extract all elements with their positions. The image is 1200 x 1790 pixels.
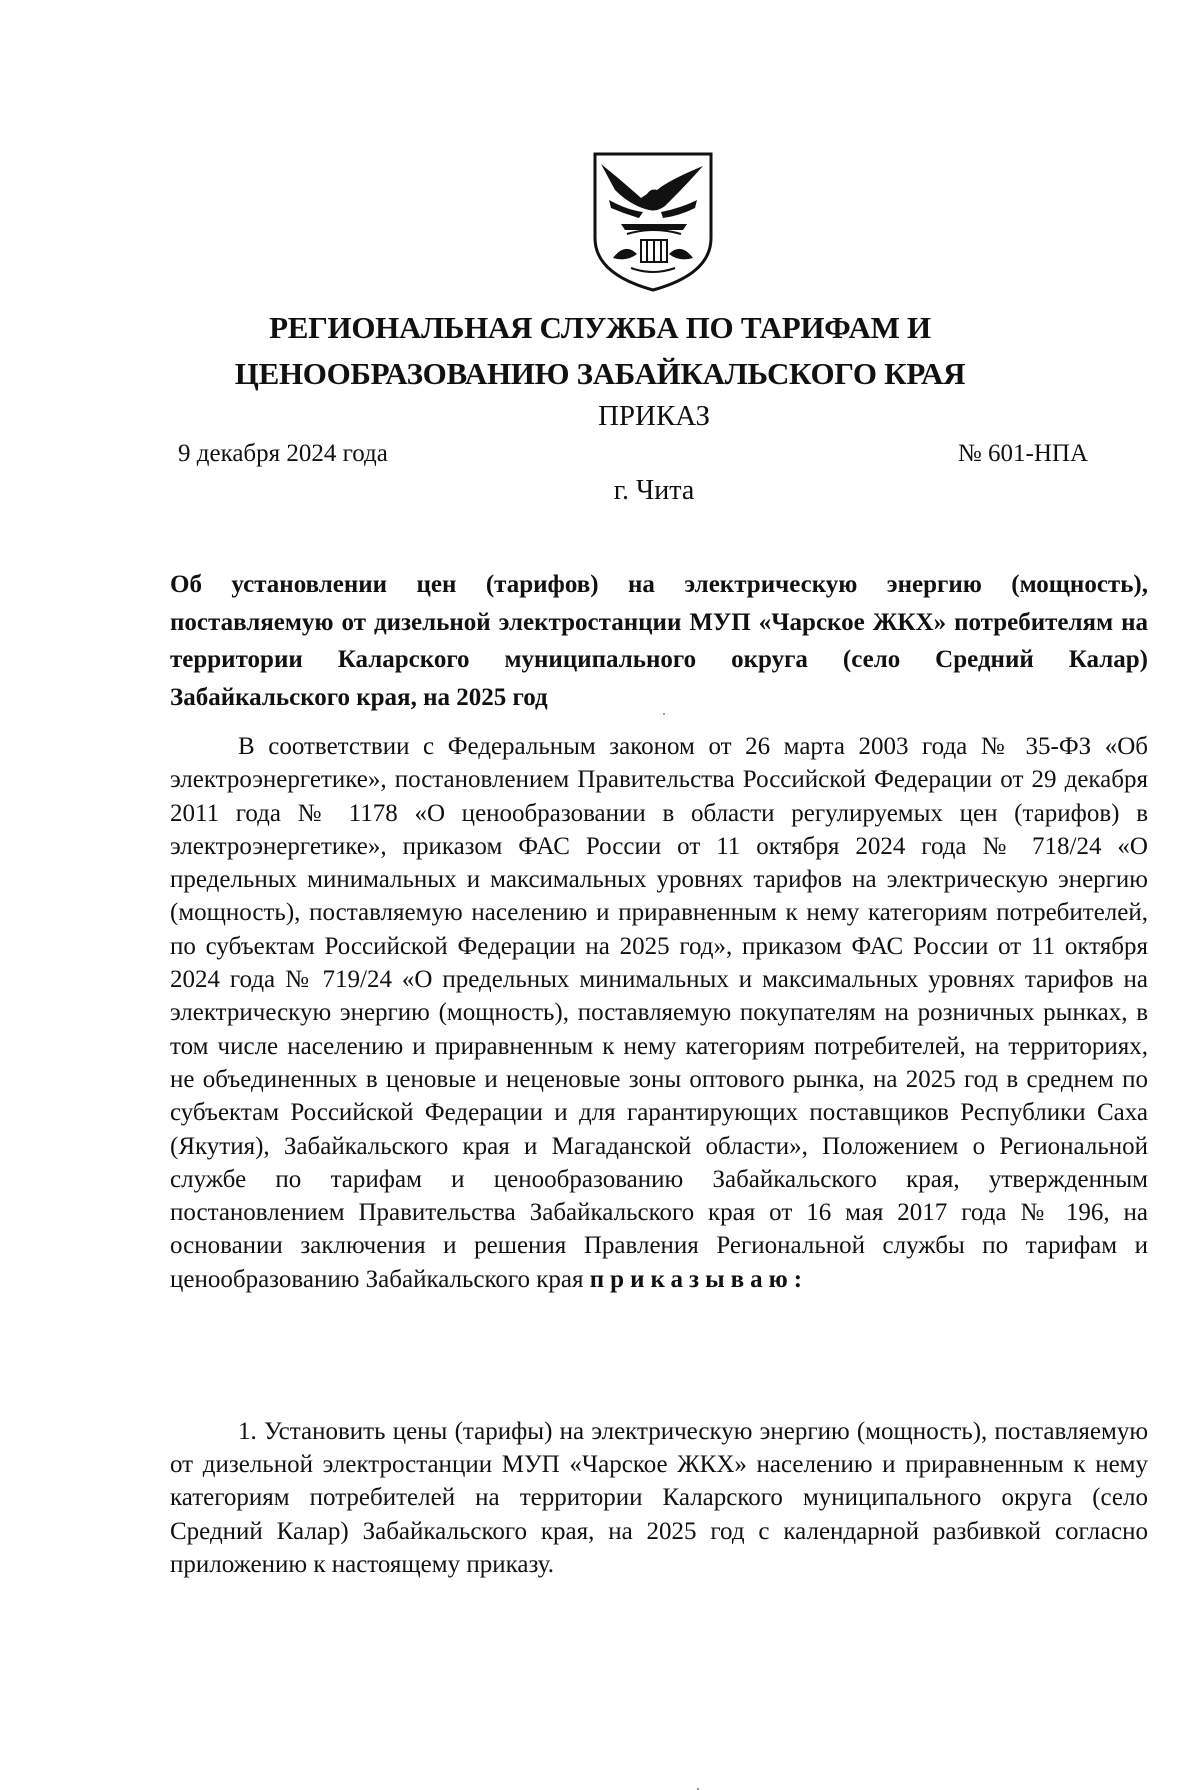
preamble-text: В соответствии с Федеральным законом от 26 марта 2003 года № 35-ФЗ «Об электроэнергетике», постановлением Правительства Российской Федерации от 29 декабря 2011 года № 1178 «О ценообразовании в области регулируемых цен (тарифов) в электроэнергетике», приказом ФАС России от 11 октября 2024 года № 718/24 «О предельных минимальных и максимальных уровнях тарифов на электрическую энергию (мощность), поставляемую населению и приравненным к нему категориям потребителей, по субъектам Российской Федерации на 2025 год», приказом ФАС России от 11 октября 2024 года № 719/24 «О предельных минимальных и максимальных уровнях тарифов на электрическую энергию (мощность), поставляемую покупателям на розничных рынках, в том числе населению и приравненным к нему категориям потребителей, на территориях, не объединенных в ценовые и неценовые зоны оптового рынка, на 2025 год в среднем по субъектам Российской Федерации и для гарантирующих поставщиков Республики Саха (Якутия), Забайкальского края и Магаданской области», Положением о Региональной службе по тарифам и ценообразованию Забайкальского края, утвержденным постановлением Правительства Забайкальского края от 16 мая 2017 года № 196, на основании заключения и решения Правления Региональной службы по тарифам и ценообразованию Забайкальского края <box>170 733 1148 1293</box>
document-city: г. Чита <box>613 475 695 506</box>
document-type: ПРИКАЗ <box>597 400 711 432</box>
decree-word: приказываю: <box>589 1265 809 1293</box>
document-subject: Об установлении цен (тарифов) на электрическую энергию (мощность), поставляемую от дизельной электростанции МУП «Чарское ЖКХ» потребителям на территории Каларского муниципального округа (село Средний Калар) Забайкальского края, на 2025 год <box>170 571 1148 712</box>
document-date: 9 декабря 2024 года <box>178 440 388 467</box>
document-number: № 601-НПА <box>957 440 1088 467</box>
organization-title-line-1: РЕГИОНАЛЬНАЯ СЛУЖБА ПО ТАРИФАМ И <box>269 310 931 345</box>
scan-speck <box>663 713 665 715</box>
preamble-paragraph <box>170 730 1148 1296</box>
order-item-1: 1. Установить цены (тарифы) на электрическую энергию (мощность), поставляемую от дизельной электростанции МУП «Чарское ЖКХ» населению и приравненным к нему категориям потребителей на территории Каларского муниципального округа (село Средний Калар) Забайкальского края, на 2025 год с календарной разбивкой согласно приложению к настоящему приказу. <box>170 1418 1148 1578</box>
organization-title <box>120 305 1080 397</box>
organization-title-line-2: ЦЕНООБРАЗОВАНИЮ ЗАБАЙКАЛЬСКОГО КРАЯ <box>234 356 966 391</box>
coat-of-arms-emblem <box>591 150 715 294</box>
